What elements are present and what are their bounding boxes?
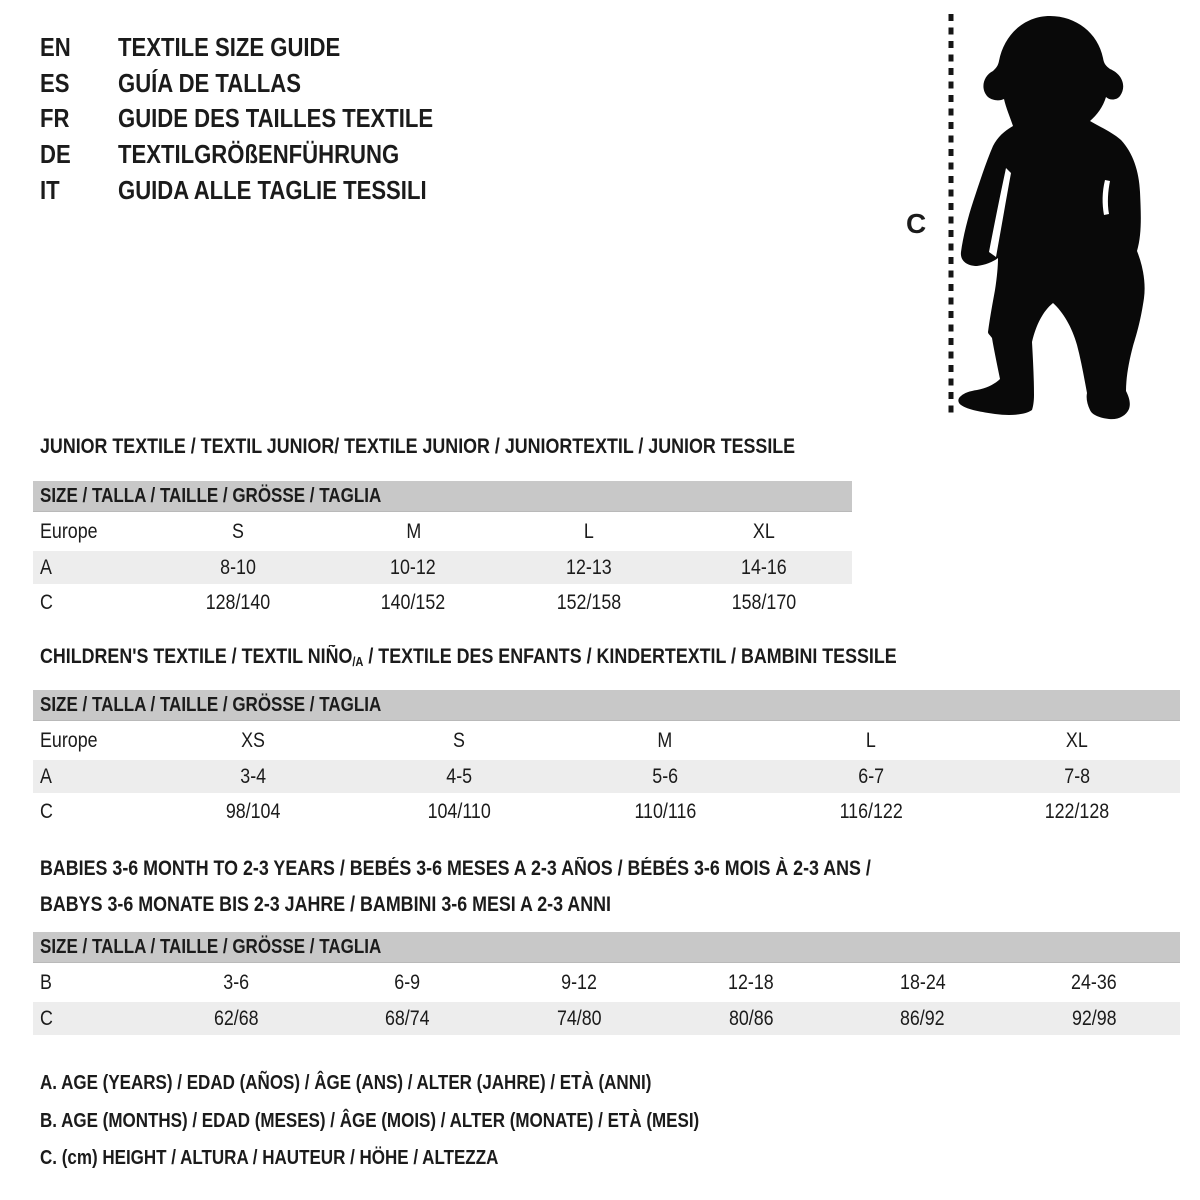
row-label: C [40,1006,53,1030]
guide-title-en: TEXTILE SIZE GUIDE [118,32,341,63]
size-header-bar: SIZE / TALLA / TAILLE / GRÖSSE / TAGLIA [33,481,852,512]
guide-title-fr: GUIDE DES TAILLES TEXTILE [118,103,434,134]
language-code: EN [40,32,71,63]
table-cell: 98/104 [225,799,281,823]
children-row-height [33,795,1180,828]
size-header-bar: SIZE / TALLA / TAILLE / GRÖSSE / TAGLIA [33,690,1180,721]
column-header: XL [1066,729,1088,752]
nino-a-subscript: /A [352,653,364,669]
row-label: C [40,590,53,614]
language-code: IT [40,174,60,205]
children-size-table [33,690,1180,828]
toddler-silhouette-figure [900,0,1160,440]
legend-line-b: B. AGE (MONTHS) / EDAD (MESES) / ÂGE (MOIS) / ALTER (MONATE) / ETÀ (MESI) [40,1109,700,1132]
table-cell: 152/158 [556,590,622,614]
table-cell: 10-12 [390,555,437,579]
table-cell: 12-13 [565,555,612,579]
junior-size-table [33,481,852,619]
row-label: A [40,764,52,788]
legend-line-c: C. (cm) HEIGHT / ALTURA / HAUTEUR / HÖHE / ALTEZZA [40,1147,499,1170]
language-row-fr [40,101,489,137]
table-cell: 8-10 [219,555,256,579]
row-label: B [40,971,52,994]
table-cell: 92/98 [1071,1006,1117,1030]
table-cell: 128/140 [205,590,271,614]
table-cell: 122/128 [1044,799,1110,823]
table-cell: 7-8 [1064,764,1090,788]
language-code: DE [40,139,71,170]
language-row-it [40,172,489,208]
height-measure-label: C [906,208,927,239]
junior-row-height [33,586,852,619]
toddler-silhouette [958,16,1144,419]
table-cell: 116/122 [839,799,903,823]
table-cell: 12-18 [728,971,774,994]
babies-row-months [33,966,1180,1000]
language-row-es [40,66,489,102]
table-cell: 14-16 [741,555,788,579]
table-cell: 6-7 [858,764,884,788]
table-cell: 158/170 [731,590,797,614]
column-header: XS [241,729,265,752]
children-section-title: CHILDREN'S TEXTILE / TEXTIL NIÑO/A / TEXTILE DES ENFANTS / KINDERTEXTIL / BAMBINI TESSILE [40,645,897,669]
babies-row-height [33,1000,1180,1037]
children-columns-row [33,724,1180,758]
table-cell: 5-6 [652,764,678,788]
guide-title-it: GUIDA ALLE TAGLIE TESSILI [118,174,427,205]
measurement-legend [40,1065,816,1178]
column-header: S [453,729,465,752]
junior-section-title: JUNIOR TEXTILE / TEXTIL JUNIOR/ TEXTILE JUNIOR / JUNIORTEXTIL / JUNIOR TESSILE [40,435,796,458]
children-row-age [33,758,1180,795]
row-label: C [40,799,53,823]
table-cell: 18-24 [899,971,946,994]
table-cell: 74/80 [556,1006,602,1030]
table-cell: 80/86 [728,1006,774,1030]
babies-size-table [33,932,1180,1037]
legend-line-a: A. AGE (YEARS) / EDAD (AÑOS) / ÂGE (ANS) / ALTER (JAHRE) / ETÀ (ANNI) [40,1072,652,1095]
column-header: L [866,729,876,752]
language-row-de [40,137,489,173]
column-header: S [231,520,244,543]
junior-row-age [33,549,852,586]
babies-section-title-line1: BABIES 3-6 MONTH TO 2-3 YEARS / BEBÉS 3-6 MESES A 2-3 AÑOS / BÉBÉS 3-6 MOIS À 2-3 ANS / [40,857,871,880]
region-label: Europe [40,520,98,543]
size-header-bar: SIZE / TALLA / TAILLE / GRÖSSE / TAGLIA [33,932,1180,963]
table-cell: 4-5 [446,764,472,788]
table-cell: 3-4 [240,764,266,788]
region-label: Europe [40,729,98,752]
table-cell: 104/110 [427,799,491,823]
column-header: M [657,729,673,752]
guide-title-es: GUÍA DE TALLAS [118,67,301,98]
table-cell: 140/152 [380,590,446,614]
table-cell: 9-12 [561,971,598,994]
junior-columns-row [33,515,852,549]
language-title-list [40,30,489,208]
table-cell: 6-9 [394,971,421,994]
row-label: A [40,555,52,579]
table-cell: 86/92 [900,1006,945,1030]
table-cell: 24-36 [1071,971,1118,994]
table-cell: 3-6 [222,971,249,994]
column-header: L [583,520,594,543]
table-cell: 68/74 [385,1006,430,1030]
language-row-en [40,30,489,66]
table-cell: 62/68 [213,1006,259,1030]
language-code: ES [40,67,70,98]
language-code: FR [40,103,70,134]
babies-section-title-line2: BABYS 3-6 MONATE BIS 2-3 JAHRE / BAMBINI 3-6 MESI A 2-3 ANNI [40,893,611,916]
guide-title-de: TEXTILGRÖßENFÜHRUNG [118,139,400,170]
column-header: XL [753,520,776,543]
table-cell: 110/116 [634,799,696,823]
column-header: M [405,520,421,543]
